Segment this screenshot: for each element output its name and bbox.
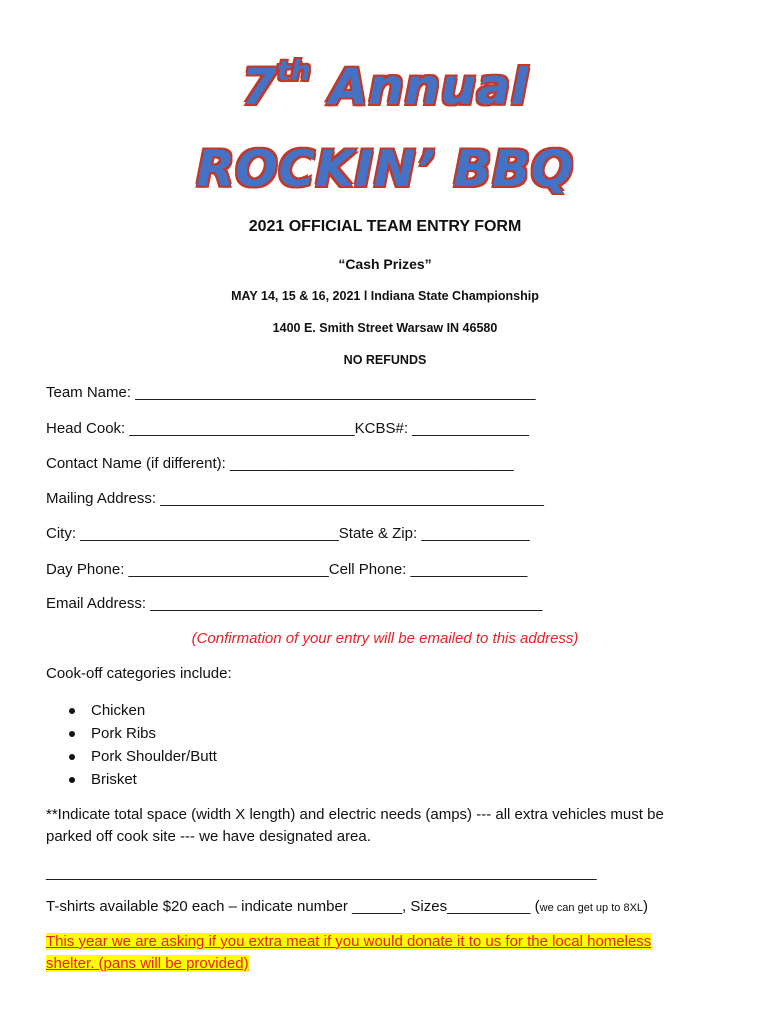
title-superscript: th [276,54,312,87]
event-title-line2: ROCKIN’ BBQ [196,140,574,198]
form-subtitle: “Cash Prizes” [338,256,432,272]
space-input-blank[interactable]: __________________________________________________________________ [46,864,597,881]
city-state-zip-row [46,525,530,542]
title-number: 7 [241,58,277,116]
tshirt-close: ) [643,898,649,915]
refund-policy: NO REFUNDS [343,353,427,367]
city-input[interactable]: City: _______________________________ [46,525,339,542]
form-title: 2021 OFFICIAL TEAM ENTRY FORM [248,218,522,235]
state-zip-input[interactable]: State & Zip: _____________ [338,525,530,542]
bullet-icon [69,777,75,783]
day-phone-input[interactable]: Day Phone: ________________________ [46,561,329,578]
bullet-icon [69,731,75,737]
category-label: Pork Shoulder/Butt [91,748,217,765]
category-label: Pork Ribs [91,725,157,742]
list-item [66,745,217,768]
bullet-icon [69,708,75,714]
contact-name-field[interactable]: Contact Name (if different): __________________________________ [46,455,514,472]
categories-list [66,699,217,791]
donation-text: shelter. (pans will be provided) [46,955,249,972]
event-title-line1 [0,54,770,116]
category-label: Chicken [91,702,146,719]
title-word: Annual [329,58,529,116]
list-item [66,699,217,722]
tshirt-size-note: we can get up to 8XL [539,902,644,914]
space-note-line2: parked off cook site --- we have designated area. [46,828,371,845]
categories-heading: Cook-off categories include: [46,665,232,682]
tshirt-text: T-shirts available $20 each – indicate number ______, Sizes__________ ( [46,898,540,915]
homeless-donation-note-line1 [46,933,651,950]
donation-text: This year we are asking if you extra meat if you would donate it to us for the local homeless [46,933,652,950]
mailing-address-field[interactable]: Mailing Address: ______________________________________________ [46,490,544,507]
category-label: Brisket [91,771,137,788]
phone-row [46,561,527,578]
bullet-icon [69,754,75,760]
email-field[interactable]: Email Address: _______________________________________________ [46,595,543,612]
event-dates: MAY 14, 15 & 16, 2021 l Indiana State Championship [231,289,539,303]
tshirt-order-line[interactable] [46,898,648,915]
kcbs-input[interactable]: KCBS#: ______________ [354,420,529,437]
head-cook-field [46,420,529,437]
list-item [66,768,217,791]
space-note-line1: **Indicate total space (width X length) and electric needs (amps) --- all extra vehicles must be [46,806,664,823]
cell-phone-input[interactable]: Cell Phone: ______________ [328,561,528,578]
list-item [66,722,217,745]
email-confirmation-note: (Confirmation of your entry will be emailed to this address) [191,630,579,647]
homeless-donation-note-line2 [46,955,249,972]
head-cook-input[interactable]: Head Cook: ___________________________ [46,420,355,437]
event-address: 1400 E. Smith Street Warsaw IN 46580 [272,321,498,335]
team-name-field[interactable]: Team Name: ________________________________________________ [46,384,536,401]
